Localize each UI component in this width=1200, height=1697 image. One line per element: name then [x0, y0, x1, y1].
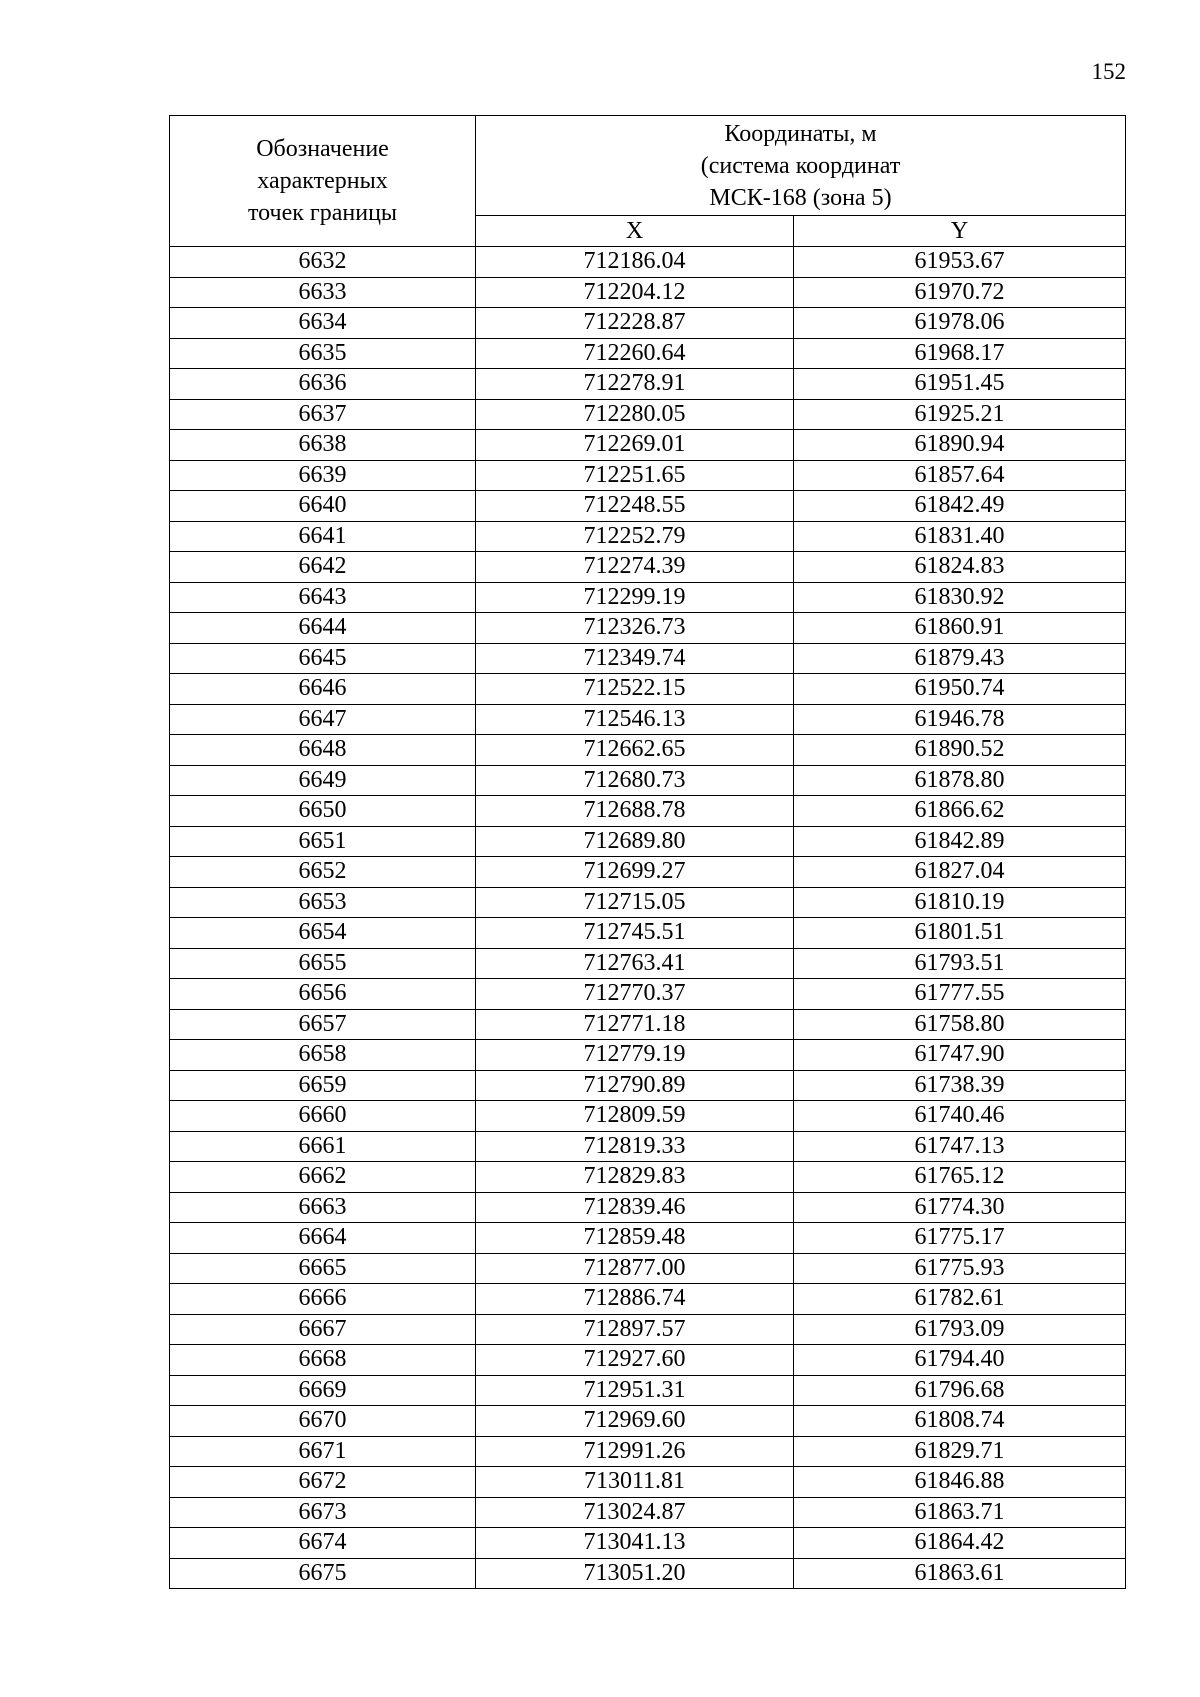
table-row: [170, 460, 1126, 491]
x-coordinate-cell: 712819.33: [476, 1131, 794, 1162]
x-coordinate-cell: 713051.20: [476, 1558, 794, 1589]
point-id-cell: 6639: [170, 460, 476, 491]
table-row: [170, 704, 1126, 735]
table-row: [170, 1162, 1126, 1193]
x-coordinate-cell: 712688.78: [476, 796, 794, 827]
designation-header-line: точек границы: [247, 200, 398, 226]
point-id-cell: 6650: [170, 796, 476, 827]
y-coordinate-cell: 61925.21: [794, 399, 1126, 430]
table-row: [170, 918, 1126, 949]
table-row: [170, 582, 1126, 613]
y-coordinate-cell: 61765.12: [794, 1162, 1126, 1193]
x-coordinate-cell: 713011.81: [476, 1467, 794, 1498]
y-coordinate-cell: 61824.83: [794, 552, 1126, 583]
x-coordinate-cell: 713041.13: [476, 1528, 794, 1559]
point-id-cell: 6644: [170, 613, 476, 644]
table-row: [170, 552, 1126, 583]
table-row: [170, 674, 1126, 705]
table-row: [170, 1009, 1126, 1040]
point-id-cell: 6637: [170, 399, 476, 430]
table-row: [170, 1467, 1126, 1498]
table-row: [170, 826, 1126, 857]
y-coordinate-cell: 61866.62: [794, 796, 1126, 827]
x-coordinate-cell: 712251.65: [476, 460, 794, 491]
table-header: [170, 116, 1126, 247]
point-id-cell: 6651: [170, 826, 476, 857]
x-coordinate-cell: 712745.51: [476, 918, 794, 949]
table-row: [170, 1284, 1126, 1315]
point-id-cell: 6661: [170, 1131, 476, 1162]
point-id-cell: 6672: [170, 1467, 476, 1498]
x-coordinate-cell: 712763.41: [476, 948, 794, 979]
coordinates-header: [476, 116, 1126, 216]
y-coordinate-cell: 61863.71: [794, 1497, 1126, 1528]
y-coordinate-cell: 61978.06: [794, 308, 1126, 339]
x-coordinate-cell: 712299.19: [476, 582, 794, 613]
coordinates-header-line: Координаты, м: [724, 120, 877, 147]
x-coordinate-cell: 713024.87: [476, 1497, 794, 1528]
y-coordinate-cell: 61801.51: [794, 918, 1126, 949]
point-id-cell: 6670: [170, 1406, 476, 1437]
point-id-cell: 6653: [170, 887, 476, 918]
x-coordinate-cell: 712779.19: [476, 1040, 794, 1071]
point-id-cell: 6640: [170, 491, 476, 522]
point-id-cell: 6652: [170, 857, 476, 888]
point-id-cell: 6636: [170, 369, 476, 400]
x-coordinate-cell: 712349.74: [476, 643, 794, 674]
x-coordinate-cell: 712269.01: [476, 430, 794, 461]
coordinates-header-line: МСК-168 (зона 5): [709, 184, 892, 211]
point-id-cell: 6643: [170, 582, 476, 613]
point-id-cell: 6642: [170, 552, 476, 583]
x-coordinate-cell: 712546.13: [476, 704, 794, 735]
y-coordinate-cell: 61782.61: [794, 1284, 1126, 1315]
x-coordinate-cell: 712951.31: [476, 1375, 794, 1406]
x-coordinate-cell: 712689.80: [476, 826, 794, 857]
y-coordinate-cell: 61793.09: [794, 1314, 1126, 1345]
point-id-cell: 6632: [170, 247, 476, 278]
x-coordinate-cell: 712274.39: [476, 552, 794, 583]
x-coordinate-cell: 712204.12: [476, 277, 794, 308]
y-coordinate-cell: 61951.45: [794, 369, 1126, 400]
table-row: [170, 277, 1126, 308]
table-body: [170, 247, 1126, 1589]
x-coordinate-cell: 712662.65: [476, 735, 794, 766]
point-id-cell: 6648: [170, 735, 476, 766]
y-coordinate-cell: 61796.68: [794, 1375, 1126, 1406]
point-id-cell: 6666: [170, 1284, 476, 1315]
point-id-cell: 6645: [170, 643, 476, 674]
table-row: [170, 1314, 1126, 1345]
y-coordinate-cell: 61808.74: [794, 1406, 1126, 1437]
designation-header-line: характерных: [257, 168, 388, 194]
point-id-cell: 6662: [170, 1162, 476, 1193]
point-id-cell: 6638: [170, 430, 476, 461]
y-coordinate-cell: 61829.71: [794, 1436, 1126, 1467]
y-coordinate-cell: 61738.39: [794, 1070, 1126, 1101]
point-id-cell: 6673: [170, 1497, 476, 1528]
x-coordinate-cell: 712809.59: [476, 1101, 794, 1132]
point-id-cell: 6657: [170, 1009, 476, 1040]
table-row: [170, 1253, 1126, 1284]
y-coordinate-cell: 61890.52: [794, 735, 1126, 766]
x-coordinate-cell: 712715.05: [476, 887, 794, 918]
coordinates-table: [169, 115, 1126, 1589]
y-coordinate-cell: 61793.51: [794, 948, 1126, 979]
x-coordinate-cell: 712186.04: [476, 247, 794, 278]
x-coordinate-cell: 712969.60: [476, 1406, 794, 1437]
y-column-header: Y: [794, 216, 1126, 247]
designation-header: [170, 116, 476, 247]
point-id-cell: 6667: [170, 1314, 476, 1345]
x-coordinate-cell: 712859.48: [476, 1223, 794, 1254]
x-coordinate-cell: 712326.73: [476, 613, 794, 644]
x-coordinate-cell: 712886.74: [476, 1284, 794, 1315]
table-row: [170, 643, 1126, 674]
y-coordinate-cell: 61864.42: [794, 1528, 1126, 1559]
y-coordinate-cell: 61827.04: [794, 857, 1126, 888]
x-coordinate-cell: 712897.57: [476, 1314, 794, 1345]
y-coordinate-cell: 61968.17: [794, 338, 1126, 369]
point-id-cell: 6654: [170, 918, 476, 949]
y-coordinate-cell: 61831.40: [794, 521, 1126, 552]
x-coordinate-cell: 712680.73: [476, 765, 794, 796]
x-coordinate-cell: 712839.46: [476, 1192, 794, 1223]
x-column-header: X: [476, 216, 794, 247]
point-id-cell: 6641: [170, 521, 476, 552]
table-row: [170, 1070, 1126, 1101]
y-coordinate-cell: 61810.19: [794, 887, 1126, 918]
table-row: [170, 1131, 1126, 1162]
table-row: [170, 430, 1126, 461]
table-row: [170, 887, 1126, 918]
point-id-cell: 6664: [170, 1223, 476, 1254]
x-coordinate-cell: 712770.37: [476, 979, 794, 1010]
point-id-cell: 6659: [170, 1070, 476, 1101]
table-row: [170, 491, 1126, 522]
x-coordinate-cell: 712280.05: [476, 399, 794, 430]
y-coordinate-cell: 61740.46: [794, 1101, 1126, 1132]
y-coordinate-cell: 61830.92: [794, 582, 1126, 613]
point-id-cell: 6633: [170, 277, 476, 308]
table-row: [170, 1406, 1126, 1437]
table-row: [170, 399, 1126, 430]
y-coordinate-cell: 61946.78: [794, 704, 1126, 735]
y-coordinate-cell: 61775.17: [794, 1223, 1126, 1254]
table-row: [170, 796, 1126, 827]
x-coordinate-cell: 712699.27: [476, 857, 794, 888]
point-id-cell: 6655: [170, 948, 476, 979]
y-coordinate-cell: 61747.13: [794, 1131, 1126, 1162]
x-coordinate-cell: 712278.91: [476, 369, 794, 400]
point-id-cell: 6660: [170, 1101, 476, 1132]
point-id-cell: 6658: [170, 1040, 476, 1071]
y-coordinate-cell: 61890.94: [794, 430, 1126, 461]
table-row: [170, 1040, 1126, 1071]
y-coordinate-cell: 61758.80: [794, 1009, 1126, 1040]
table-row: [170, 1375, 1126, 1406]
point-id-cell: 6649: [170, 765, 476, 796]
table-row: [170, 521, 1126, 552]
table-row: [170, 979, 1126, 1010]
y-coordinate-cell: 61879.43: [794, 643, 1126, 674]
y-coordinate-cell: 61794.40: [794, 1345, 1126, 1376]
table-row: [170, 735, 1126, 766]
y-coordinate-cell: 61777.55: [794, 979, 1126, 1010]
y-coordinate-cell: 61953.67: [794, 247, 1126, 278]
designation-header-line: Обозначение: [256, 136, 389, 162]
table-row: [170, 1528, 1126, 1559]
point-id-cell: 6634: [170, 308, 476, 339]
table-row: [170, 1558, 1126, 1589]
y-coordinate-cell: 61857.64: [794, 460, 1126, 491]
table-row: [170, 765, 1126, 796]
table-row: [170, 1223, 1126, 1254]
y-coordinate-cell: 61878.80: [794, 765, 1126, 796]
table-row: [170, 948, 1126, 979]
table-row: [170, 857, 1126, 888]
y-coordinate-cell: 61774.30: [794, 1192, 1126, 1223]
table-row: [170, 247, 1126, 278]
x-coordinate-cell: 712228.87: [476, 308, 794, 339]
table-row: [170, 1192, 1126, 1223]
y-coordinate-cell: 61846.88: [794, 1467, 1126, 1498]
point-id-cell: 6646: [170, 674, 476, 705]
table-row: [170, 308, 1126, 339]
page-number: 152: [1091, 59, 1126, 84]
x-coordinate-cell: 712522.15: [476, 674, 794, 705]
point-id-cell: 6674: [170, 1528, 476, 1559]
y-coordinate-cell: 61842.89: [794, 826, 1126, 857]
point-id-cell: 6669: [170, 1375, 476, 1406]
point-id-cell: 6656: [170, 979, 476, 1010]
x-coordinate-cell: 712991.26: [476, 1436, 794, 1467]
point-id-cell: 6671: [170, 1436, 476, 1467]
table-row: [170, 338, 1126, 369]
table-row: [170, 1436, 1126, 1467]
x-coordinate-cell: 712248.55: [476, 491, 794, 522]
x-coordinate-cell: 712877.00: [476, 1253, 794, 1284]
y-coordinate-cell: 61863.61: [794, 1558, 1126, 1589]
y-coordinate-cell: 61970.72: [794, 277, 1126, 308]
point-id-cell: 6675: [170, 1558, 476, 1589]
y-coordinate-cell: 61950.74: [794, 674, 1126, 705]
point-id-cell: 6665: [170, 1253, 476, 1284]
table-row: [170, 369, 1126, 400]
y-coordinate-cell: 61775.93: [794, 1253, 1126, 1284]
x-coordinate-cell: 712790.89: [476, 1070, 794, 1101]
x-coordinate-cell: 712829.83: [476, 1162, 794, 1193]
table-row: [170, 1101, 1126, 1132]
point-id-cell: 6663: [170, 1192, 476, 1223]
x-coordinate-cell: 712771.18: [476, 1009, 794, 1040]
point-id-cell: 6635: [170, 338, 476, 369]
table-row: [170, 1497, 1126, 1528]
x-coordinate-cell: 712927.60: [476, 1345, 794, 1376]
point-id-cell: 6647: [170, 704, 476, 735]
table-row: [170, 613, 1126, 644]
table-row: [170, 1345, 1126, 1376]
x-coordinate-cell: 712260.64: [476, 338, 794, 369]
coordinates-header-line: (система координат: [700, 152, 901, 179]
point-id-cell: 6668: [170, 1345, 476, 1376]
y-coordinate-cell: 61860.91: [794, 613, 1126, 644]
y-coordinate-cell: 61842.49: [794, 491, 1126, 522]
x-coordinate-cell: 712252.79: [476, 521, 794, 552]
y-coordinate-cell: 61747.90: [794, 1040, 1126, 1071]
